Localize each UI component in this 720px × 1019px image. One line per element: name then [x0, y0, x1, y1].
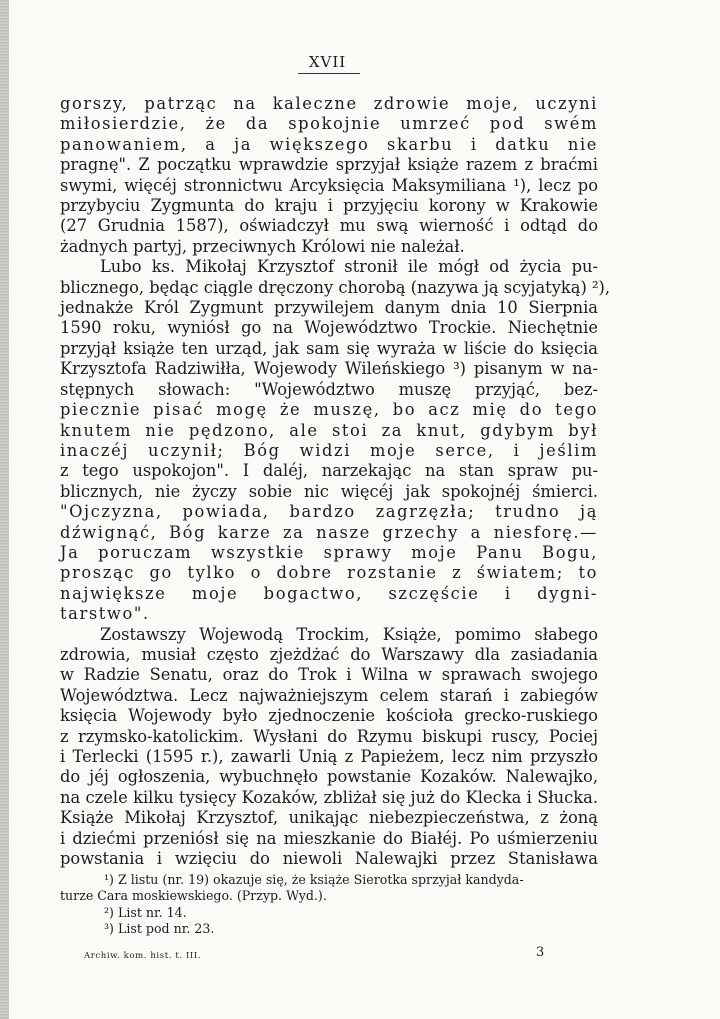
text-line: do jéj ogłoszenia, wybuchnęło powstanie Kozaków. Nalewajko,	[60, 767, 598, 787]
text-line: blicznego, będąc ciągle dręczony chorobą (nazywa ją scyjatyką) ²),	[60, 277, 611, 297]
text-line: Krzysztofa Radziwiłła, Wojewody Wileńskiego ³) pisanym w na-	[60, 359, 598, 379]
body-text	[60, 94, 611, 869]
text-line: 1590 roku, wyniósł go na Województwo Trockie. Niechętnie	[60, 318, 598, 338]
text-line: w Radzie Senatu, oraz do Trok i Wilna w sprawach swojego	[60, 665, 598, 685]
page-number: XVII	[308, 53, 347, 71]
text-line: swymi, więcéj stronnictwu Arcyksięcia Maksymiliana ¹), lecz po	[60, 175, 598, 195]
text-line: i dziećmi przeniósł się na mieszkanie do Białéj. Po uśmierzeniu	[60, 828, 598, 848]
text-line: Zostawszy Wojewodą Trockim, Książe, pomimo słabego	[100, 624, 598, 644]
text-line: inaczéj uczynił; Bóg widzi moje serce, i jeślim	[60, 440, 598, 460]
printer-signature: Archiw. kom. hist. t. III.	[84, 951, 202, 961]
text-line: blicznych, nie życzy sobie nic więcéj jak spokojnéj śmierci.	[60, 481, 598, 501]
text-line: knutem nie pędzono, ale stoi za knut, gdybym był	[60, 420, 598, 440]
text-line: z tego uspokojon". I daléj, narzekając na stan spraw pu-	[60, 461, 598, 481]
text-line: przyjął książe ten urząd, jak sam się wyraża w liście do księcia	[60, 338, 598, 358]
text-line: Ja poruczam wszystkie sprawy moje Panu Bogu,	[60, 542, 598, 562]
text-line: powstania i wzięciu do niewoli Nalewajki przez Stanisława	[60, 849, 598, 869]
text-line: (27 Grudnia 1587), oświadczył mu swą wierność i odtąd do	[60, 216, 598, 236]
text-line: jednakże Król Zygmunt przywilejem danym dnia 10 Sierpnia	[60, 298, 598, 318]
text-line: pragnę". Z początku wprawdzie sprzyjał książe razem z braćmi	[60, 155, 598, 175]
sheet-number: 3	[536, 945, 545, 960]
binding-edge	[0, 0, 9, 1019]
text-line: żadnych partyj, przeciwnych Królowi nie należał.	[60, 236, 465, 256]
footnote-3: ³) List pod nr. 23.	[104, 921, 215, 937]
text-line: stępnych słowach: "Województwo muszę przyjąć, bez-	[60, 379, 598, 399]
text-line: Lubo ks. Mikołaj Krzysztof stronił ile mógł od życia pu-	[100, 257, 598, 277]
text-line: największe moje bogactwo, szczęście i dygni-	[60, 583, 598, 603]
text-line: Książe Mikołaj Krzysztof, unikając niebezpieczeństwa, z żoną	[60, 808, 598, 828]
page-number-rule	[298, 73, 360, 74]
footnote-1: ¹) Z listu (nr. 19) okazuje się, że książe Sierotka sprzyjał kandyda-	[104, 872, 524, 887]
text-line: tarstwo".	[60, 604, 150, 624]
footnote-1-continued: turze Cara moskiewskiego. (Przyp. Wyd.).	[60, 888, 327, 904]
footnotes	[60, 872, 598, 938]
text-line: piecznie pisać mogę że muszę, bo acz mię do tego	[60, 400, 598, 420]
text-line: księcia Wojewody było zjednoczenie kościoła grecko-ruskiego	[60, 706, 598, 726]
text-line: na czele kilku tysięcy Kozaków, zbliżał się już do Klecka i Słucka.	[60, 787, 598, 807]
text-line: z rzymsko-katolickim. Wysłani do Rzymu biskupi ruscy, Pociej	[60, 726, 598, 746]
text-line: Województwa. Lecz najważniejszym celem starań i zabiegów	[60, 685, 598, 705]
text-line: przybyciu Zygmunta do kraju i przyjęciu korony w Krakowie	[60, 196, 598, 216]
text-line: dźwignąć, Bóg karze za nasze grzechy a niesforę.—	[60, 522, 598, 542]
text-line: i Terlecki (1595 r.), zawarli Unią z Papieżem, lecz nim przyszło	[60, 747, 598, 766]
text-line: gorszy, patrząc na kaleczne zdrowie moje, uczyni	[60, 94, 598, 113]
text-line: prosząc go tylko o dobre rozstanie z światem; to	[60, 563, 598, 583]
footnote-2: ²) List nr. 14.	[104, 904, 187, 920]
text-line: zdrowia, musiał często zjeżdżać do Warszawy dla zasiadania	[60, 644, 598, 664]
text-line: "Ojczyzna, powiada, bardzo zagrzęzła; trudno ją	[60, 502, 598, 522]
text-line: panowaniem, a ja większego skarbu i datku nie	[60, 134, 598, 154]
text-line: miłosierdzie, że da spokojnie umrzeć pod swém	[60, 114, 598, 134]
